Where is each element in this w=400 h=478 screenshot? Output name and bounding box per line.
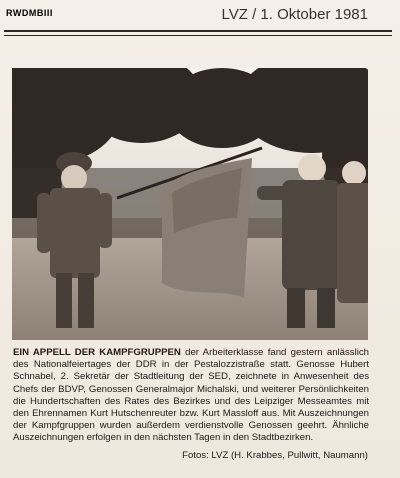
archive-tag: RWDMBIII: [6, 8, 53, 18]
photo-credit: Fotos: LVZ (H. Krabbes, Pullwitt, Naumann): [182, 450, 368, 461]
caption-lead: EIN APPELL DER KAMPFGRUPPEN: [13, 347, 181, 358]
photo-caption: [13, 347, 369, 445]
header-rule-thin: [4, 35, 392, 36]
caption-body: der Arbeiterklasse fand gestern anlässlich des Nationalfeiertages der DDR in der Pestalozzistraße statt. Genosse Hubert Schnabel, 2. Sekretär der Stadtleitung der SED, zeichnete in Anwesenheit des Chefs der BDVP, Genossen Generalmajor Michalski, und weiterer Persönlichkeiten die Hundertschaften des Rates des Bezirkes und des Leipziger Messeamtes mit den Ehrennamen Kurt Hutschenreuter bzw. Kurt Massloff aus. Mit Auszeichnungen der Kampfgruppen wurden außerdem verdienstvolle Genossen geehrt. Ähnliche Auszeichnungen erfolgen in den nächsten Tagen in den Stadtbezirken.: [13, 347, 369, 444]
newspaper-date-header: LVZ / 1. Oktober 1981: [221, 6, 368, 23]
news-photo: [12, 68, 368, 340]
header-rule: [4, 30, 392, 32]
photo-illustration: [12, 68, 368, 340]
